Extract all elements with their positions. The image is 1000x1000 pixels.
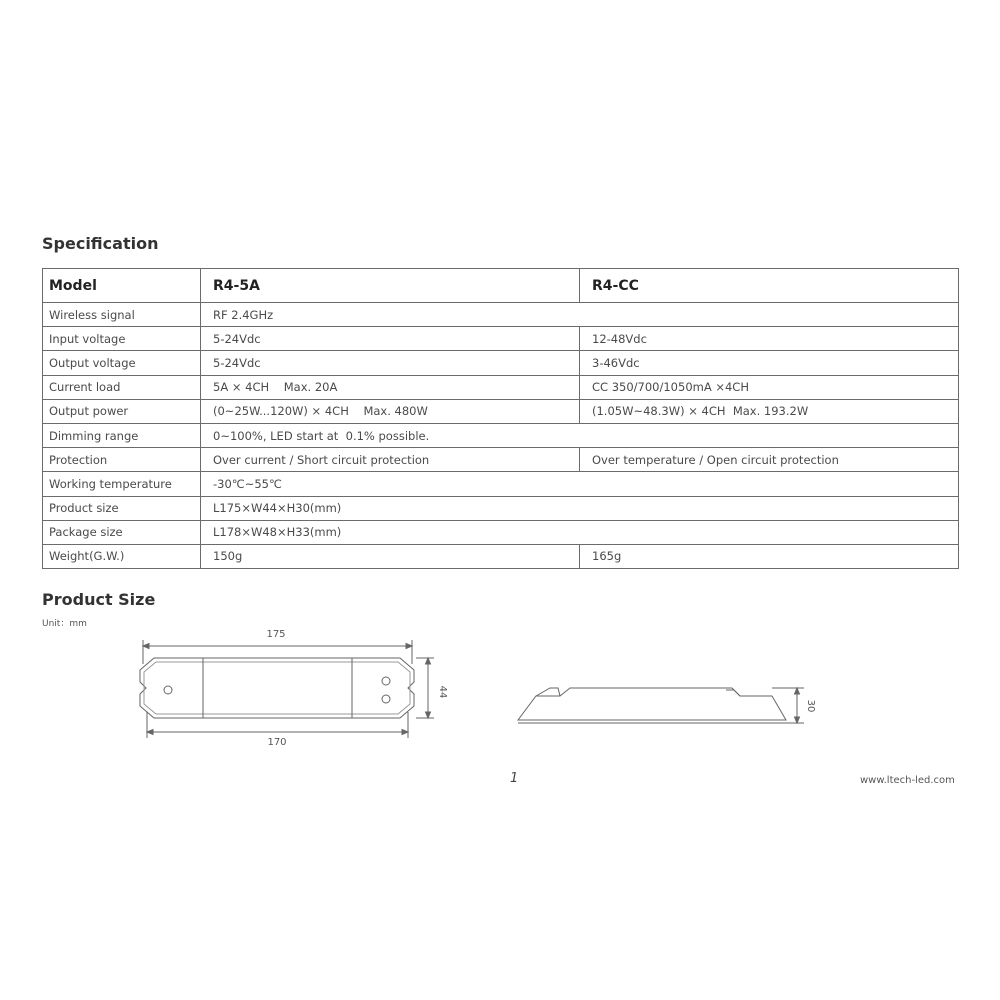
row-value-r4-cc: CC 350/700/1050mA ×4CH bbox=[580, 375, 959, 399]
row-label: Output power bbox=[43, 399, 201, 423]
table-row bbox=[43, 520, 959, 544]
row-label: Current load bbox=[43, 375, 201, 399]
dimension-height-label: 30 bbox=[805, 699, 816, 713]
table-row bbox=[43, 351, 959, 375]
header-model: Model bbox=[43, 269, 201, 303]
housing-side-outline bbox=[518, 688, 786, 720]
website-url: www.ltech-led.com bbox=[860, 775, 955, 786]
row-value-r4-5a: 5-24Vdc bbox=[201, 351, 580, 375]
top-view-drawing bbox=[130, 620, 450, 760]
row-label: Weight(G.W.) bbox=[43, 544, 201, 568]
unit-note: Unit：mm bbox=[42, 619, 87, 629]
table-row bbox=[43, 472, 959, 496]
table-row bbox=[43, 399, 959, 423]
dimension-length-label: 175 bbox=[266, 629, 286, 640]
row-value-r4-5a: 150g bbox=[201, 544, 580, 568]
side-view-drawing bbox=[510, 670, 830, 740]
product-size-heading: Product Size bbox=[42, 590, 156, 609]
table-row bbox=[43, 327, 959, 351]
row-value-r4-cc: 165g bbox=[580, 544, 959, 568]
table-row bbox=[43, 375, 959, 399]
row-value-shared: L175×W44×H30(mm) bbox=[201, 496, 959, 520]
table-row bbox=[43, 423, 959, 447]
row-label: Package size bbox=[43, 520, 201, 544]
row-label: Wireless signal bbox=[43, 303, 201, 327]
row-value-r4-5a: (0~25W...120W) × 4CH Max. 480W bbox=[201, 399, 580, 423]
row-value-r4-cc: 3-46Vdc bbox=[580, 351, 959, 375]
row-value-r4-cc: 12-48Vdc bbox=[580, 327, 959, 351]
table-row bbox=[43, 448, 959, 472]
row-value-shared: L178×W48×H33(mm) bbox=[201, 520, 959, 544]
row-label: Protection bbox=[43, 448, 201, 472]
row-value-r4-5a: 5A × 4CH Max. 20A bbox=[201, 375, 580, 399]
header-r4-5a: R4-5A bbox=[201, 269, 580, 303]
dimension-mount-label: 170 bbox=[267, 737, 287, 748]
table-row bbox=[43, 496, 959, 520]
dimension-width-label: 44 bbox=[437, 685, 448, 699]
table-row bbox=[43, 544, 959, 568]
row-label: Working temperature bbox=[43, 472, 201, 496]
row-value-r4-cc: (1.05W~48.3W) × 4CH Max. 193.2W bbox=[580, 399, 959, 423]
terminal-top bbox=[382, 677, 390, 685]
row-value-shared: -30℃~55℃ bbox=[201, 472, 959, 496]
terminal-bottom bbox=[382, 695, 390, 703]
row-value-r4-5a: Over current / Short circuit protection bbox=[201, 448, 580, 472]
mount-hole-left bbox=[164, 686, 172, 694]
specification-heading: Specification bbox=[42, 234, 159, 253]
row-label: Input voltage bbox=[43, 327, 201, 351]
housing-outline bbox=[140, 658, 414, 718]
header-r4-cc: R4-CC bbox=[580, 269, 959, 303]
row-label: Product size bbox=[43, 496, 201, 520]
row-value-r4-cc: Over temperature / Open circuit protection bbox=[580, 448, 959, 472]
row-label: Output voltage bbox=[43, 351, 201, 375]
row-value-shared: 0~100%, LED start at 0.1% possible. bbox=[201, 423, 959, 447]
specification-table bbox=[42, 268, 959, 569]
row-value-shared: RF 2.4GHz bbox=[201, 303, 959, 327]
row-label: Dimming range bbox=[43, 423, 201, 447]
row-value-r4-5a: 5-24Vdc bbox=[201, 327, 580, 351]
page-number: 1 bbox=[510, 771, 519, 786]
table-header-row bbox=[43, 269, 959, 303]
table-row bbox=[43, 303, 959, 327]
